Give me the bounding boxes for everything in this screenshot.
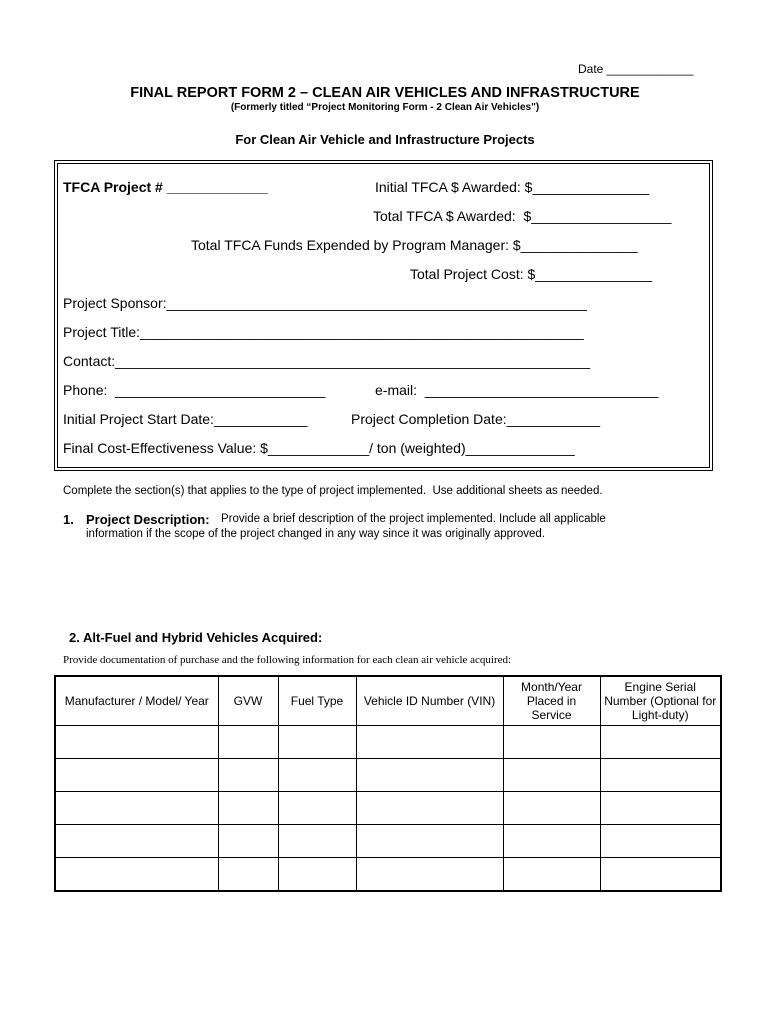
table-cell[interactable] (503, 858, 600, 892)
section-1-number: 1. (63, 512, 74, 527)
vehicles-table (54, 675, 722, 892)
col-header-manufacturer: Manufacturer / Model/ Year (55, 676, 218, 726)
table-cell[interactable] (600, 825, 721, 858)
table-header-row (55, 676, 721, 726)
section-2-heading: 2. Alt-Fuel and Hybrid Vehicles Acquired: (69, 630, 323, 645)
table-cell[interactable] (278, 825, 356, 858)
form-title: FINAL REPORT FORM 2 – CLEAN AIR VEHICLES AND INFRASTRUCTURE (130, 85, 640, 101)
table-cell[interactable] (218, 825, 278, 858)
section-2-note: Provide documentation of purchase and the following information for each clean air vehicle acquired: (63, 654, 512, 666)
table-cell[interactable] (55, 759, 218, 792)
completion-date-field[interactable]: Project Completion Date:____________ (351, 411, 601, 427)
project-title-field[interactable]: Project Title:_________________________________________________________ (63, 324, 584, 340)
table-row (55, 726, 721, 759)
instructions-text: Complete the section(s) that applies to the type of project implemented. Use additional sheets as needed. (63, 485, 603, 497)
total-project-cost-field[interactable]: Total Project Cost: $_______________ (410, 266, 653, 282)
table-cell[interactable] (218, 759, 278, 792)
tfca-project-number-field[interactable]: TFCA Project # _____________ (63, 179, 268, 195)
table-cell[interactable] (55, 825, 218, 858)
col-header-fuel-type: Fuel Type (278, 676, 356, 726)
table-cell[interactable] (600, 726, 721, 759)
col-header-vin: Vehicle ID Number (VIN) (356, 676, 503, 726)
funds-expended-field[interactable]: Total TFCA Funds Expended by Program Manager: $_______________ (191, 237, 638, 253)
table-row (55, 792, 721, 825)
contact-field[interactable]: Contact:_____________________________________________________________ (63, 353, 591, 369)
table-cell[interactable] (278, 792, 356, 825)
table-cell[interactable] (55, 726, 218, 759)
phone-field[interactable]: Phone: ___________________________ (63, 382, 326, 398)
project-sponsor-field[interactable]: Project Sponsor:______________________________________________________ (63, 295, 587, 311)
cost-effectiveness-field[interactable]: Final Cost-Effectiveness Value: $_____________/ ton (weighted)______________ (63, 440, 575, 456)
col-header-in-service: Month/Year Placed in Service (503, 676, 600, 726)
table-cell[interactable] (356, 726, 503, 759)
form-subheading: For Clean Air Vehicle and Infrastructure Projects (235, 132, 535, 147)
table-cell[interactable] (278, 726, 356, 759)
col-header-gvw: GVW (218, 676, 278, 726)
table-cell[interactable] (503, 792, 600, 825)
table-row (55, 759, 721, 792)
table-cell[interactable] (503, 726, 600, 759)
table-row (55, 858, 721, 892)
table-cell[interactable] (55, 858, 218, 892)
table-cell[interactable] (503, 825, 600, 858)
form-subtitle: (Formerly titled “Project Monitoring Form - 2 Clean Air Vehicles") (230, 102, 540, 113)
table-cell[interactable] (356, 792, 503, 825)
table-cell[interactable] (218, 858, 278, 892)
table-cell[interactable] (356, 858, 503, 892)
date-field[interactable]: Date _____________ (578, 62, 694, 76)
start-date-field[interactable]: Initial Project Start Date:____________ (63, 411, 308, 427)
table-cell[interactable] (218, 792, 278, 825)
table-cell[interactable] (55, 792, 218, 825)
table-cell[interactable] (503, 759, 600, 792)
table-cell[interactable] (600, 759, 721, 792)
table-cell[interactable] (600, 858, 721, 892)
section-1-text-line1: Provide a brief description of the project implemented. Include all applicable (221, 513, 606, 525)
table-row (55, 825, 721, 858)
total-awarded-field[interactable]: Total TFCA $ Awarded: $__________________ (373, 208, 672, 224)
initial-awarded-field[interactable]: Initial TFCA $ Awarded: $_______________ (375, 179, 650, 195)
table-cell[interactable] (218, 726, 278, 759)
table-cell[interactable] (600, 792, 721, 825)
email-field[interactable]: e-mail: ______________________________ (375, 382, 659, 398)
section-1-text-line2: information if the scope of the project changed in any way since it was originally approved. (86, 528, 545, 540)
section-1-heading: Project Description: (86, 512, 210, 527)
table-cell[interactable] (278, 858, 356, 892)
table-cell[interactable] (356, 759, 503, 792)
col-header-engine-serial: Engine Serial Number (Optional for Light-duty) (600, 676, 721, 726)
table-cell[interactable] (278, 759, 356, 792)
table-cell[interactable] (356, 825, 503, 858)
